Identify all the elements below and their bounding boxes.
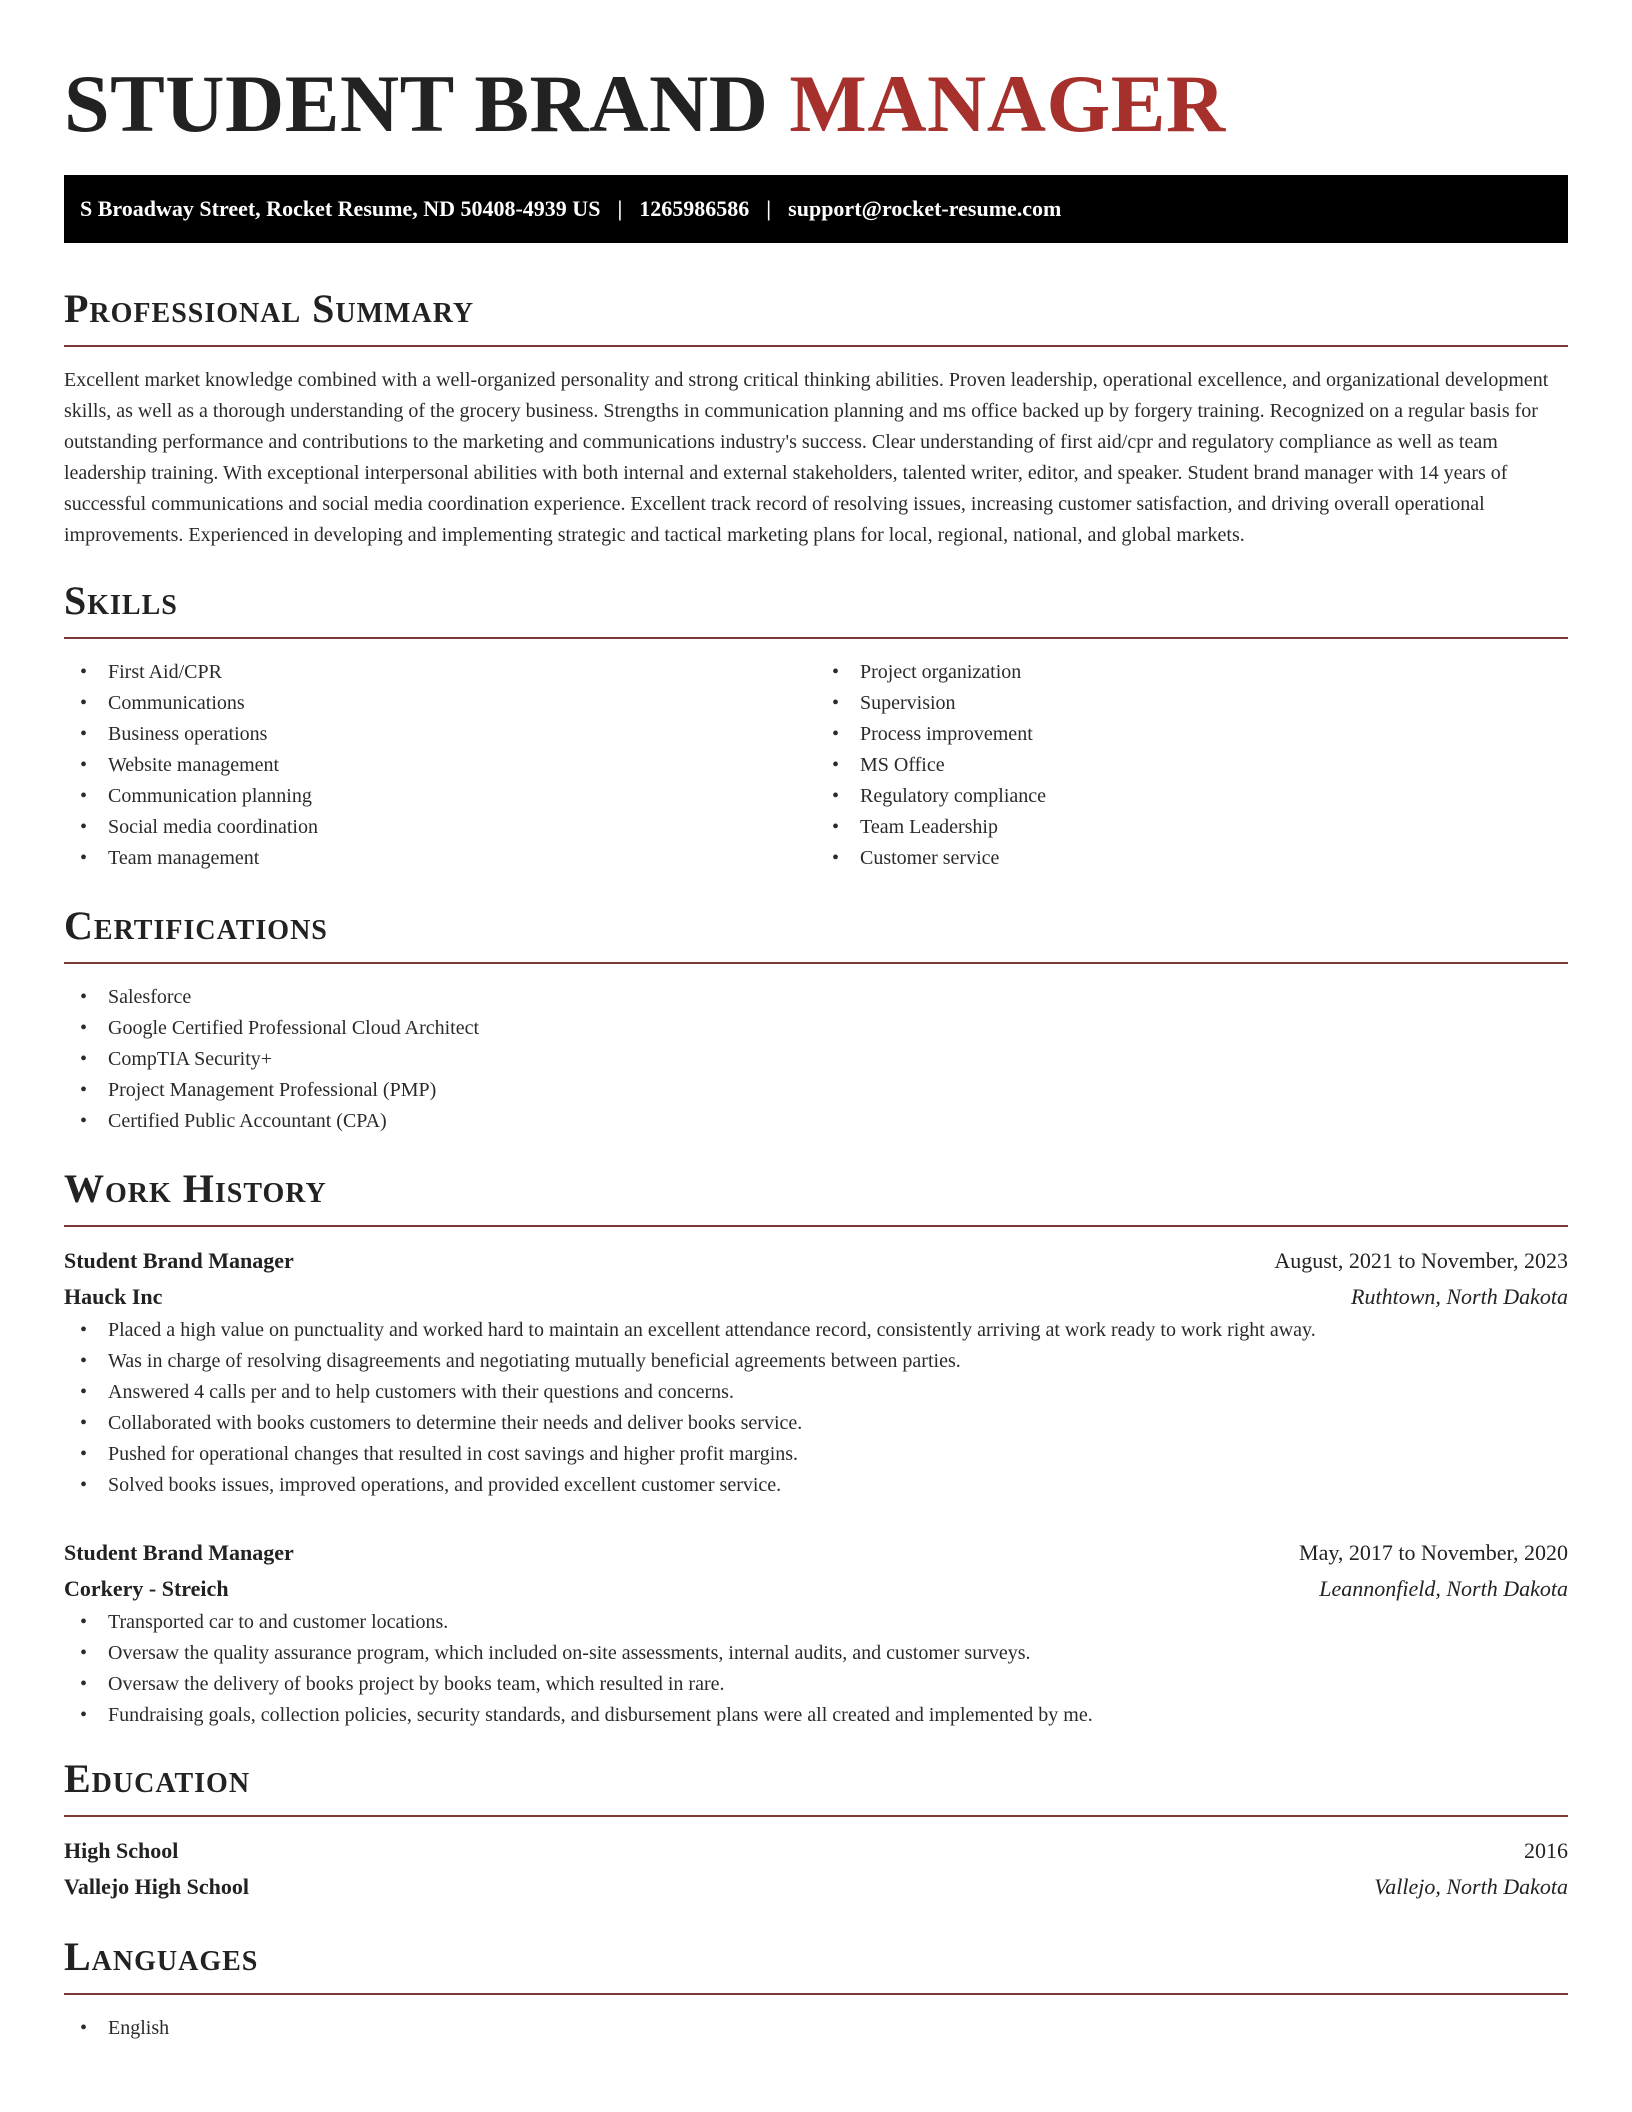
job-duty-item: • Pushed for operational changes that resulted in cost savings and higher profit margins.: [64, 1439, 1568, 1470]
certification-item: • Certified Public Accountant (CPA): [64, 1106, 1568, 1137]
contact-address: S Broadway Street, Rocket Resume, ND 50408-4939 US: [80, 196, 601, 221]
contact-separator: |: [766, 196, 772, 221]
job-duty-item: • Was in charge of resolving disagreements and negotiating mutually beneficial agreements between parties.: [64, 1346, 1568, 1377]
job-subheader: [64, 1571, 1568, 1607]
skills-section: [64, 579, 1568, 874]
skills-list-left: [64, 657, 816, 874]
skill-item: • Social media coordination: [64, 812, 816, 843]
job-header: [64, 1243, 1568, 1279]
certification-item: • CompTIA Security+: [64, 1044, 1568, 1075]
skill-item: • Communication planning: [64, 781, 816, 812]
skills-column-left: [64, 657, 816, 874]
job-dates: May, 2017 to November, 2020: [1299, 1540, 1568, 1565]
job-duties-list: [64, 1607, 1568, 1731]
job-company: Corkery - Streich: [64, 1576, 229, 1601]
skill-item: • First Aid/CPR: [64, 657, 816, 688]
skill-item: • Team management: [64, 843, 816, 874]
job-entry: [64, 1243, 1568, 1501]
job-duty-item: • Oversaw the delivery of books project by books team, which resulted in rare.: [64, 1669, 1568, 1700]
job-entry: [64, 1535, 1568, 1731]
job-duty-item: • Answered 4 calls per and to help customers with their questions and concerns.: [64, 1377, 1568, 1408]
section-title-skills: Skills: [64, 579, 1568, 639]
certification-item: • Project Management Professional (PMP): [64, 1075, 1568, 1106]
education-degree: High School: [64, 1838, 179, 1863]
education-year: 2016: [1524, 1838, 1568, 1863]
job-duty-item: • Collaborated with books customers to determine their needs and deliver books service.: [64, 1408, 1568, 1439]
skill-item: • Customer service: [816, 843, 1568, 874]
section-title-work-history: Work History: [64, 1167, 1568, 1227]
contact-bar: [64, 175, 1568, 243]
languages-list: [64, 2013, 1568, 2044]
title-main: STUDENT BRAND: [64, 58, 769, 149]
section-title-education: Education: [64, 1757, 1568, 1817]
certifications-list: [64, 982, 1568, 1137]
job-duty-item: • Transported car to and customer locations.: [64, 1607, 1568, 1638]
job-duty-item: • Placed a high value on punctuality and worked hard to maintain an excellent attendance record, consistently arriving at work ready to work right away.: [64, 1315, 1568, 1346]
summary-section: [64, 287, 1568, 551]
skills-grid: [64, 639, 1568, 874]
skill-item: • Team Leadership: [816, 812, 1568, 843]
education-location: Vallejo, North Dakota: [1374, 1874, 1568, 1899]
section-title-summary: Professional Summary: [64, 287, 1568, 347]
skill-item: • Communications: [64, 688, 816, 719]
job-duty-item: • Fundraising goals, collection policies, security standards, and disbursement plans were all created and implemented by me.: [64, 1700, 1568, 1731]
skill-item: • MS Office: [816, 750, 1568, 781]
job-subheader: [64, 1279, 1568, 1315]
section-title-certifications: Certifications: [64, 904, 1568, 964]
skill-item: • Business operations: [64, 719, 816, 750]
job-header: [64, 1535, 1568, 1571]
job-duty-item: • Oversaw the quality assurance program, which included on-site assessments, internal audits, and customer surveys.: [64, 1638, 1568, 1669]
certification-item: • Google Certified Professional Cloud Architect: [64, 1013, 1568, 1044]
job-role: Student Brand Manager: [64, 1248, 294, 1273]
job-dates: August, 2021 to November, 2023: [1274, 1248, 1568, 1273]
language-item: • English: [64, 2013, 1568, 2044]
certifications-section: [64, 904, 1568, 1137]
education-subheader: [64, 1869, 1568, 1905]
contact-phone[interactable]: 1265986586: [639, 196, 750, 221]
title-accent: MANAGER: [789, 58, 1226, 149]
contact-separator: |: [617, 196, 623, 221]
languages-section: [64, 1935, 1568, 2044]
job-location: Ruthtown, North Dakota: [1351, 1284, 1568, 1309]
job-duty-item: • Solved books issues, improved operations, and provided excellent customer service.: [64, 1470, 1568, 1501]
languages-body: [64, 1995, 1568, 2044]
job-duties-list: [64, 1315, 1568, 1501]
summary-body: [64, 347, 1568, 551]
skill-item: • Project organization: [816, 657, 1568, 688]
skills-column-right: [816, 657, 1568, 874]
work-history-section: [64, 1167, 1568, 1731]
skill-item: • Supervision: [816, 688, 1568, 719]
education-section: [64, 1757, 1568, 1905]
skill-item: • Process improvement: [816, 719, 1568, 750]
education-body: [64, 1817, 1568, 1905]
work-history-body: [64, 1227, 1568, 1731]
job-company: Hauck Inc: [64, 1284, 163, 1309]
certification-item: • Salesforce: [64, 982, 1568, 1013]
job-location: Leannonfield, North Dakota: [1319, 1576, 1568, 1601]
skills-list-right: [816, 657, 1568, 874]
certifications-body: [64, 964, 1568, 1137]
resume-title: [64, 58, 1568, 150]
education-school: Vallejo High School: [64, 1874, 249, 1899]
section-title-languages: Languages: [64, 1935, 1568, 1995]
skill-item: • Regulatory compliance: [816, 781, 1568, 812]
job-role: Student Brand Manager: [64, 1540, 294, 1565]
contact-email[interactable]: support@rocket-resume.com: [788, 196, 1062, 221]
education-header: [64, 1833, 1568, 1869]
skill-item: • Website management: [64, 750, 816, 781]
summary-text: Excellent market knowledge combined with a well-organized personality and strong critical thinking abilities. Proven leadership, operational excellence, and organizational development skills, as well as a thorough understanding of the grocery business. Strengths in communication planning and ms office backed up by forgery training. Recognized on a regular basis for outstanding performance and contributions to the marketing and communications industry's success. Clear understanding of first aid/cpr and regulatory compliance as well as team leadership training. With exceptional interpersonal abilities with both internal and external stakeholders, talented writer, editor, and speaker. Student brand manager with 14 years of successful communications and social media coordination experience. Excellent track record of resolving issues, increasing customer satisfaction, and driving overall operational improvements. Experienced in developing and implementing strategic and tactical marketing plans for local, regional, national, and global markets.: [64, 369, 1549, 546]
